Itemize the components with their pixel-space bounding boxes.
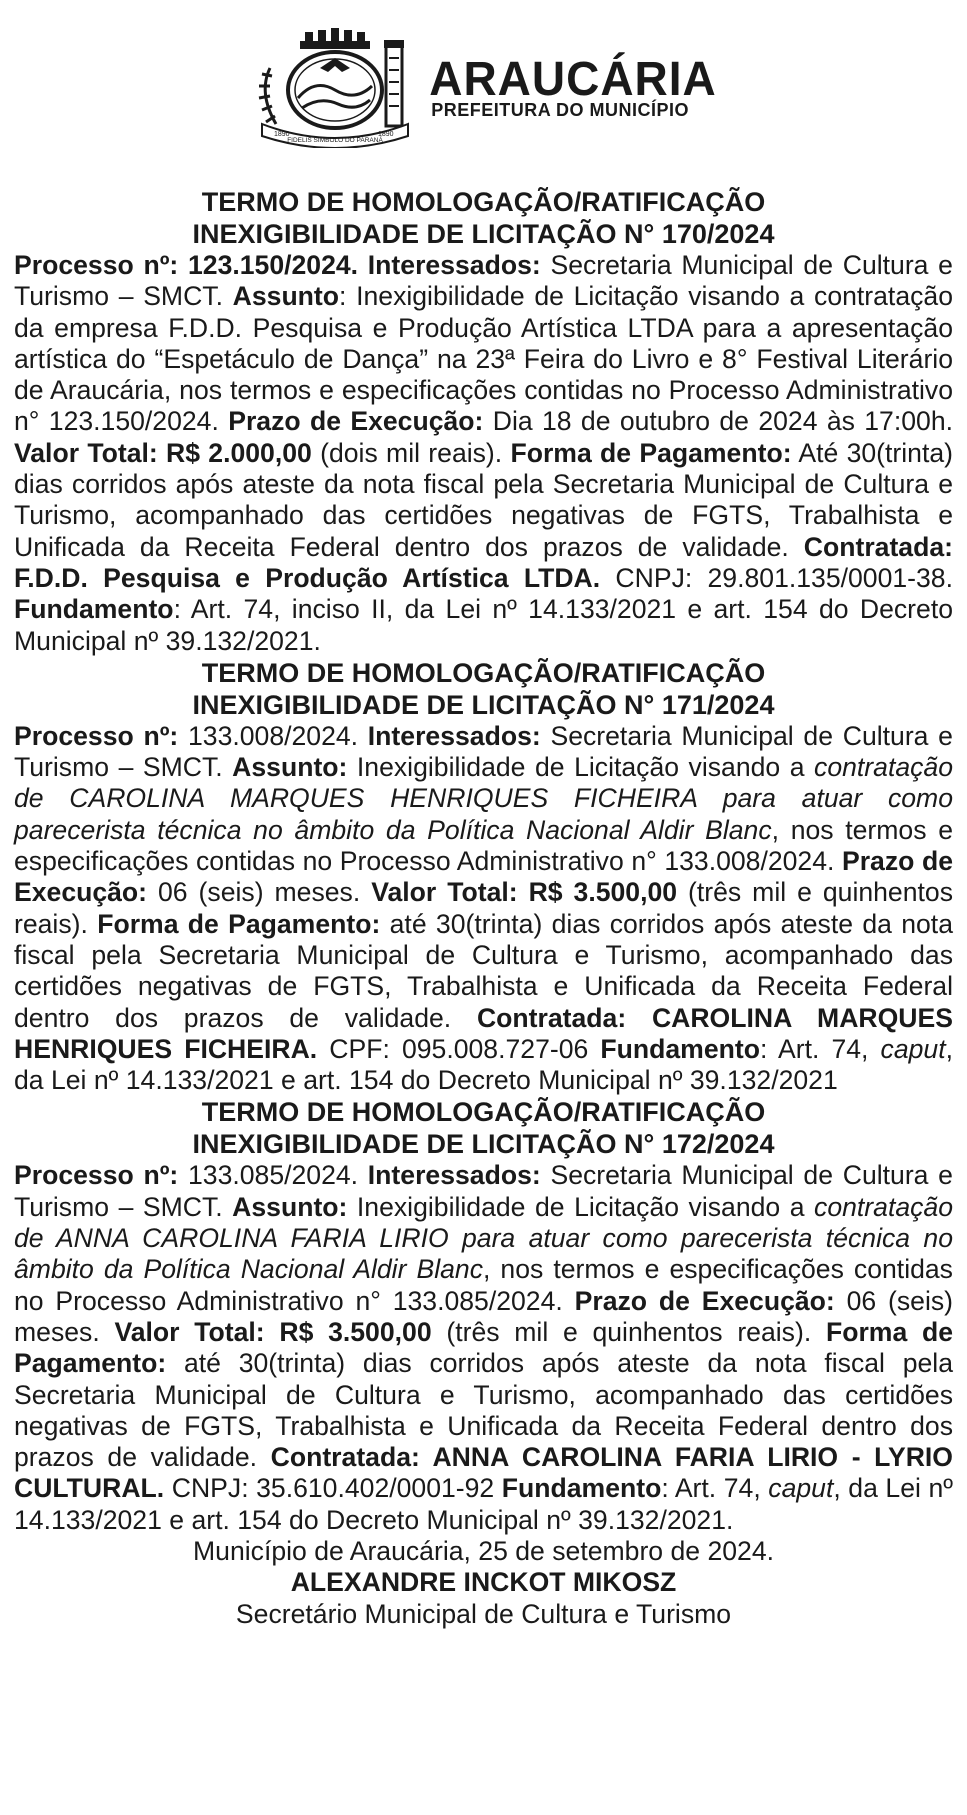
label-processo: Processo nº: xyxy=(14,1160,179,1191)
label-processo: Processo nº: xyxy=(14,720,179,751)
label-fundamento: Fundamento xyxy=(600,1033,760,1064)
term-171 xyxy=(14,657,953,1097)
value-processo: 123.150/2024. xyxy=(178,250,368,280)
value-fundamento: : Art. 74, xyxy=(661,1473,769,1504)
value-fundamento-rest: , da Lei nº 14.133/2021 e art. 154 do Decreto Municipal nº 39.132/2021 xyxy=(14,1033,953,1096)
value-fundamento-italic: caput xyxy=(880,1033,946,1064)
brand-subtitle: PREFEITURA DO MUNICÍPIO xyxy=(431,100,690,120)
term-body xyxy=(14,1160,953,1536)
label-processo: Processo nº: xyxy=(14,250,179,280)
value-processo: 133.085/2024. xyxy=(178,1160,368,1191)
value-interessados: Secretaria Municipal de Cultura e Turismo – SMCT. xyxy=(14,720,953,783)
value-fundamento: : Art. 74, xyxy=(759,1033,881,1064)
label-interessados: Interessados: xyxy=(367,250,541,280)
label-contratada: Contratada: ANNA CAROLINA FARIA LIRIO - LYRIO CULTURAL. xyxy=(14,1442,953,1504)
value-fundamento: : Art. 74, inciso II, da Lei nº 14.133/2021 e art. 154 do Decreto Municipal nº 39.132/2021. xyxy=(14,594,953,656)
value-cnpj: CNPJ: 29.801.135/0001-38. xyxy=(600,562,953,593)
value-valor: (três mil e quinhentos reais). xyxy=(14,877,953,939)
value-interessados: Secretaria Municipal de Cultura e Turismo – SMCT. xyxy=(14,250,953,312)
label-interessados: Interessados: xyxy=(367,720,541,751)
value-prazo: 06 (seis) meses. xyxy=(147,877,372,908)
term-172 xyxy=(14,1096,953,1536)
term-170 xyxy=(14,186,953,657)
value-prazo: 06 (seis) meses. xyxy=(14,1285,954,1347)
term-title: TERMO DE HOMOLOGAÇÃO/RATIFICAÇÃO xyxy=(201,1097,766,1128)
label-valor: Valor Total: R$ 3.500,00 xyxy=(114,1316,432,1347)
label-assunto: Assunto: xyxy=(232,1191,348,1222)
label-prazo: Prazo de Execução: xyxy=(14,846,953,908)
term-subtitle: INEXIGIBILIDADE DE LICITAÇÃO N° 170/2024 xyxy=(192,219,775,249)
value-assunto-italic: contratação de ANNA CAROLINA FARIA LIRIO para atuar como parecerista técnica no âmbito da Política Nacional Aldir Blanc xyxy=(14,1191,953,1285)
value-cpf: CPF: 095.008.727-06 xyxy=(317,1033,601,1064)
label-fundamento: Fundamento xyxy=(14,594,174,625)
label-forma-pagamento: Forma de Pagamento: xyxy=(14,1316,953,1379)
signer-role: Secretário Municipal de Cultura e Turismo xyxy=(235,1598,732,1629)
value-assunto: Inexigibilidade de Licitação visando a xyxy=(347,1191,815,1222)
label-forma-pagamento: Forma de Pagamento: xyxy=(97,908,381,939)
value-fundamento-italic: caput xyxy=(768,1473,834,1504)
label-fundamento: Fundamento xyxy=(501,1473,662,1504)
value-forma-pagamento: até 30(trinta) dias corridos após ateste da nota fiscal pela Secretaria Municipal de Cultura e Turismo, acompanhado das certidões negativas de FGTS, Trabalhista e Unificada da Receita Federal dentro dos prazos de validade. xyxy=(14,1348,953,1473)
value-assunto: Inexigibilidade de Licitação visando a xyxy=(347,752,815,783)
value-interessados: Secretaria Municipal de Cultura e Turismo – SMCT. xyxy=(14,1160,953,1222)
value-assunto: : Inexigibilidade de Licitação visando a contratação da empresa F.D.D. Pesquisa e Produção Artística LTDA para a apresentação artística do “Espetáculo de Dança” na 23ª Feira do Livro e 8° Festival Literário de Araucária, nos termos e especificações contidas no Processo Administrativo n° 123.150/2024. xyxy=(14,281,953,437)
value-assunto-rest: , nos termos e especificações contidas no Processo Administrativo n° 133.085/2024. xyxy=(14,1254,953,1316)
value-valor: (dois mil reais). xyxy=(311,437,511,468)
label-assunto: Assunto: xyxy=(232,752,348,783)
brand-name: ARAUCÁRIA xyxy=(429,50,717,106)
label-prazo: Prazo de Execução: xyxy=(574,1285,835,1316)
value-assunto-italic: contratação de CAROLINA MARQUES HENRIQUES FICHEIRA para atuar como parecerista técnica no âmbito da Política Nacional Aldir Blanc xyxy=(14,752,953,845)
value-valor: (três mil e quinhentos reais). xyxy=(431,1316,826,1347)
value-forma-pagamento: Até 30(trinta) dias corridos após ateste da nota fiscal pela Secretaria Municipal de Cultura e Turismo, acompanhado das certidões negativas de FGTS, Trabalhista e Unificada da Receita Federal dentro dos prazos de validade. xyxy=(14,437,953,562)
label-forma-pagamento: Forma de Pagamento: xyxy=(510,437,792,468)
label-assunto: Assunto xyxy=(232,281,340,312)
label-prazo: Prazo de Execução: xyxy=(228,406,484,437)
crest-year-left: 1890 xyxy=(274,131,290,138)
label-valor: Valor Total: R$ 2.000,00 xyxy=(14,437,312,468)
label-interessados: Interessados: xyxy=(367,1160,541,1191)
label-contratada: Contratada: F.D.D. Pesquisa e Produção Artística LTDA. xyxy=(14,531,953,593)
label-contratada: Contratada: CAROLINA MARQUES HENRIQUES FICHEIRA. xyxy=(14,1002,953,1064)
value-prazo: Dia 18 de outubro de 2024 às 17:00h. xyxy=(483,406,953,437)
term-body xyxy=(14,721,953,1097)
label-valor: Valor Total: R$ 3.500,00 xyxy=(371,877,678,908)
value-assunto-rest: , nos termos e especificações contidas no Processo Administrativo n° 133.008/2024. xyxy=(14,814,953,877)
term-title: TERMO DE HOMOLOGAÇÃO/RATIFICAÇÃO xyxy=(201,187,766,217)
value-processo: 133.008/2024. xyxy=(178,720,368,751)
letterhead xyxy=(14,28,953,148)
term-body xyxy=(14,250,953,657)
signer-name: ALEXANDRE INCKOT MIKOSZ xyxy=(290,1567,677,1598)
municipal-crest-logo xyxy=(250,28,415,148)
value-forma-pagamento: até 30(trinta) dias corridos após ateste da nota fiscal pela Secretaria Municipal de Cultura e Turismo, acompanhado das certidões negativas de FGTS, Trabalhista e Unificada da Receita Federal dentro dos prazos de validade. xyxy=(14,908,953,1033)
crest-motto: FIDELIS SIMBOLO DO PARANÁ xyxy=(287,137,384,144)
date-line: Município de Araucária, 25 de setembro de 2024. xyxy=(193,1535,774,1566)
brand-block xyxy=(429,50,717,120)
term-title: TERMO DE HOMOLOGAÇÃO/RATIFICAÇÃO xyxy=(201,657,766,688)
term-subtitle: INEXIGIBILIDADE DE LICITAÇÃO N° 171/2024 xyxy=(192,689,775,720)
crest-year-right: 1890 xyxy=(378,131,394,138)
term-subtitle: INEXIGIBILIDADE DE LICITAÇÃO N° 172/2024 xyxy=(192,1129,775,1160)
value-fundamento-rest: , da Lei nº 14.133/2021 e art. 154 do Decreto Municipal nº 39.132/2021. xyxy=(14,1473,953,1535)
value-cnpj: CNPJ: 35.610.402/0001-92 xyxy=(164,1473,502,1504)
